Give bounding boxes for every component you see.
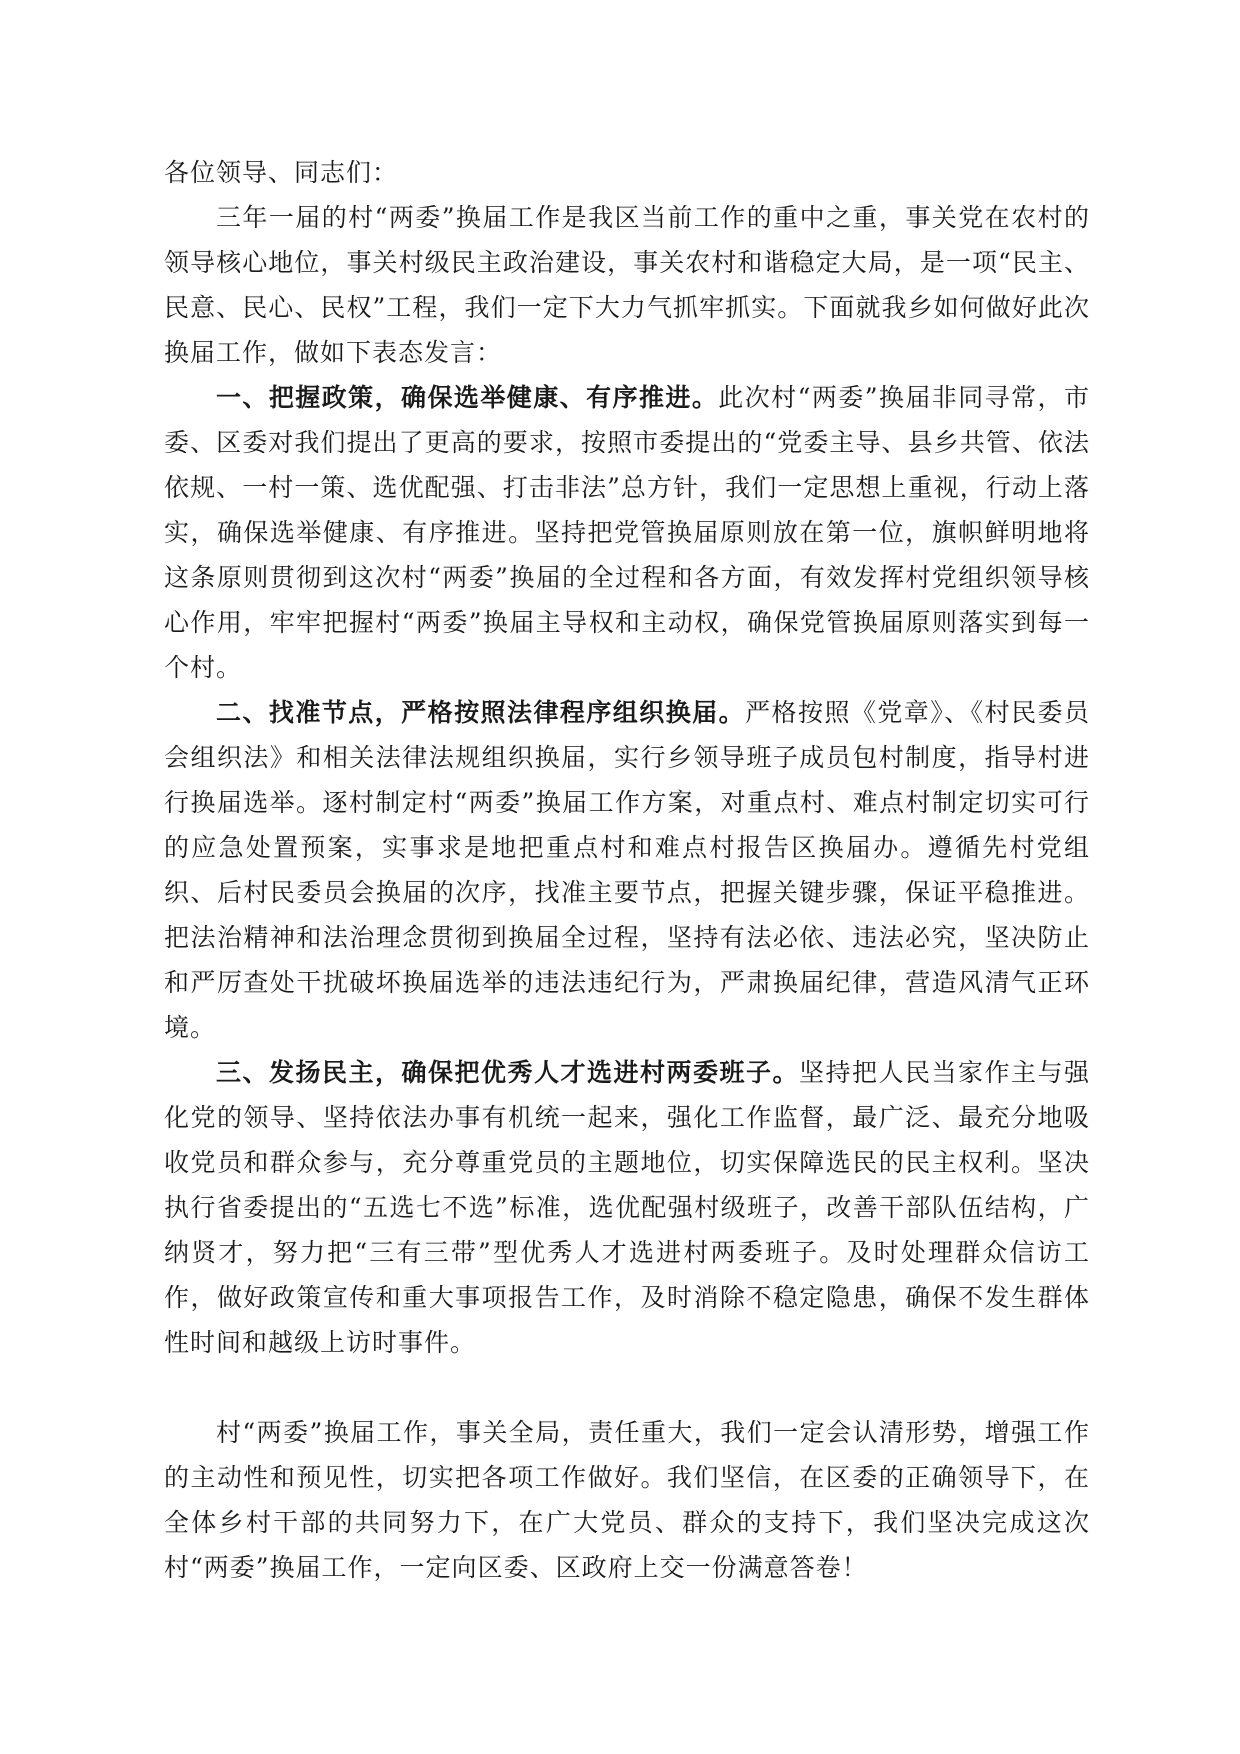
document-page: [164, 150, 1090, 1590]
salutation: 各位领导、同志们：: [164, 158, 399, 187]
section-1-paragraph: [164, 375, 1090, 690]
section-2-body: 严格按照《党章》、《村民委员会组织法》和相关法律法规组织换届，实行乡领导班子成员包村制度，指导村进行换届选举。逐村制定村“两委”换届工作方案，对重点村、难点村制定切实可行的应急处置预案，实事求是地把重点村和难点村报告区换届办。遵循先村党组织、后村民委员会换届的次序，找准主要节点，把握关键步骤，保证平稳推进。把法治精神和法治理念贯彻到换届全过程，坚持有法必依、违法必究，坚决防止和严厉查处干扰破坏换届选举的违法违纪行为，严肃换届纪律，营造风清气正环境。: [164, 698, 1090, 1042]
section-3-paragraph: [164, 1050, 1090, 1365]
paragraph-spacer: [164, 1365, 1090, 1410]
section-1-heading: 一、把握政策，确保选举健康、有序推进。: [216, 383, 719, 412]
closing-paragraph: 村“两委”换届工作，事关全局，责任重大，我们一定会认清形势，增强工作的主动性和预见性，切实把各项工作做好。我们坚信，在区委的正确领导下，在全体乡村干部的共同努力下，在广大党员、群众的支持下，我们坚决完成这次村“两委”换届工作，一定向区委、区政府上交一份满意答卷！: [164, 1418, 1090, 1582]
section-2-paragraph: [164, 690, 1090, 1050]
section-1-body: 此次村“两委”换届非同寻常，市委、区委对我们提出了更高的要求，按照市委提出的“党委主导、县乡共管、依法依规、一村一策、选优配强、打击非法”总方针，我们一定思想上重视，行动上落实，确保选举健康、有序推进。坚持把党管换届原则放在第一位，旗帜鲜明地将这条原则贯彻到这次村“两委”换届的全过程和各方面，有效发挥村党组织领导核心作用，牢牢把握村“两委”换届主导权和主动权，确保党管换届原则落实到每一个村。: [164, 383, 1090, 682]
section-3-body: 坚持把人民当家作主与强化党的领导、坚持依法办事有机统一起来，强化工作监督，最广泛、最充分地吸收党员和群众参与，充分尊重党员的主题地位，切实保障选民的民主权利。坚决执行省委提出的“五选七不选”标准，选优配强村级班子，改善干部队伍结构，广纳贤才，努力把“三有三带”型优秀人才选进村两委班子。及时处理群众信访工作，做好政策宣传和重大事项报告工作，及时消除不稳定隐患，确保不发生群体性时间和越级上访时事件。: [164, 1058, 1090, 1357]
section-2-heading: 二、找准节点，严格按照法律程序组织换届。: [216, 698, 746, 727]
section-3-heading: 三、发扬民主，确保把优秀人才选进村两委班子。: [216, 1058, 799, 1087]
intro-paragraph: 三年一届的村“两委”换届工作是我区当前工作的重中之重，事关党在农村的领导核心地位，事关村级民主政治建设，事关农村和谐稳定大局，是一项“民主、民意、民心、民权”工程，我们一定下大力气抓牢抓实。下面就我乡如何做好此次换届工作，做如下表态发言：: [164, 203, 1090, 367]
